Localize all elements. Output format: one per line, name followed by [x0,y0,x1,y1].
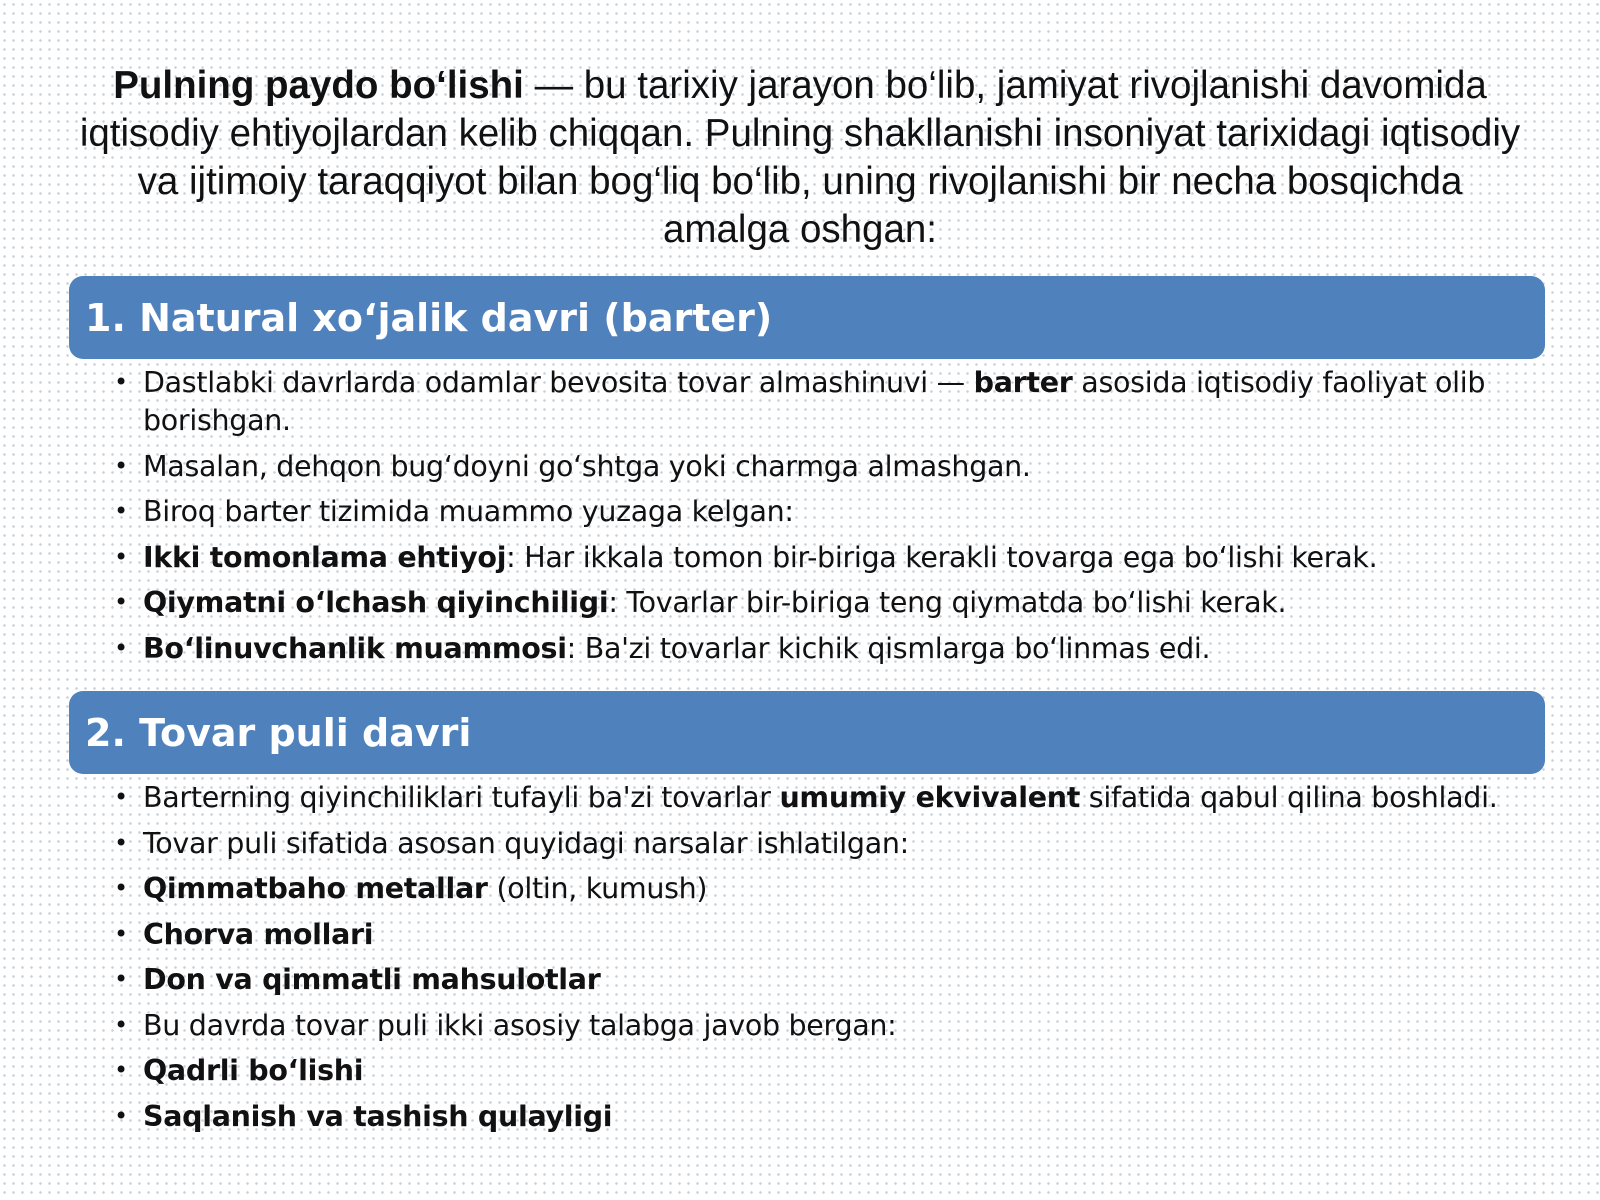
list-item [110,584,1550,622]
item-bold-text: Qiymatni o‘lchash qiyinchiligi [143,586,609,619]
list-item [110,916,1550,954]
item-text: Biroq barter tizimida muammo yuzaga kelgan: [143,495,794,528]
list-item [110,364,1550,440]
intro-text: — bu tarixiy jarayon bo‘lib, jamiyat rivojlanishi davomida iqtisodiy ehtiyojlardan kelib chiqqan. Pulning shakllanishi insoniyat tarixidagi iqtisodiy va ijtimoiy taraqqiyot bilan bog‘liq bo‘lib, uning rivojlanishi bir necha bosqichda amalga oshgan: [79,64,1521,251]
bullet-icon: • [114,874,128,902]
list-item [110,779,1550,817]
item-bold-text: Bo‘linuvchanlik muammosi [143,631,567,665]
item-text-after: (oltin, kumush) [487,872,708,905]
list-item [110,630,1550,668]
intro-bold-term: Pulning paydo bo‘lishi [113,64,524,107]
bullet-icon: • [114,1101,128,1130]
section-title: 1. Natural xo‘jalik davri (barter) [85,295,773,340]
item-bold-text: umumiy ekvivalent [779,781,1081,814]
item-text-after: : Ba'zi tovarlar kichik qismlarga bo‘linmas edi. [566,631,1211,665]
list-item [110,825,1550,863]
item-bold-text: Qadrli bo‘lishi [143,1054,364,1087]
bullet-icon: • [114,368,128,396]
list-item [110,1098,1550,1136]
bullet-icon: • [114,588,128,616]
list-item [110,539,1550,577]
bullet-list-commodity-money [110,779,1550,1143]
bullet-list-barter [110,364,1550,675]
bullet-icon: • [114,965,128,993]
bullet-icon: • [114,633,128,662]
section-header-natural-economy [69,276,1545,359]
item-bold-text: Saqlanish va tashish qulayligi [143,1099,613,1133]
bullet-icon: • [114,1056,128,1084]
list-item [110,870,1550,908]
bullet-icon: • [114,542,128,571]
list-item [110,448,1550,486]
item-text-after: asosida iqtisodiy faoliyat olib borishgan. [143,366,1486,437]
item-bold-text: Ikki tomonlama ehtiyoj [143,540,507,574]
item-text: Dastlabki davrlarda odamlar bevosita tovar almashinuvi — [143,366,974,399]
bullet-icon: • [114,919,128,948]
list-item [110,961,1550,999]
item-bold-text: Don va qimmatli mahsulotlar [143,963,601,996]
list-item [110,1052,1550,1090]
item-text-after: : Har ikkala tomon bir-biriga kerakli tovarga ega bo‘lishi kerak. [506,540,1378,574]
item-bold-text: Chorva mollari [143,917,374,951]
item-bold-text: barter [973,366,1073,399]
item-text-after: : Tovarlar bir-biriga teng qiymatda bo‘lishi kerak. [608,586,1287,619]
item-bold-text: Qimmatbaho metallar [143,872,488,905]
bullet-icon: • [114,1010,128,1039]
list-item [110,493,1550,531]
bullet-icon: • [114,828,128,857]
section-header-commodity-money [69,691,1545,774]
item-text: Tovar puli sifatida asosan quyidagi narsalar ishlatilgan: [143,826,909,860]
bullet-icon: • [114,451,128,480]
item-text: Bu davrda tovar puli ikki asosiy talabga javob bergan: [143,1008,897,1042]
item-text-after: sifatida qabul qilina boshladi. [1080,781,1498,814]
intro-paragraph [70,62,1530,254]
bullet-icon: • [114,783,128,811]
item-text: Barterning qiyinchiliklari tufayli ba'zi tovarlar [143,781,780,814]
section-title: 2. Tovar puli davri [85,710,472,755]
list-item [110,1007,1550,1045]
item-text: Masalan, dehqon bug‘doyni go‘shtga yoki charmga almashgan. [143,449,1031,483]
bullet-icon: • [114,497,128,525]
